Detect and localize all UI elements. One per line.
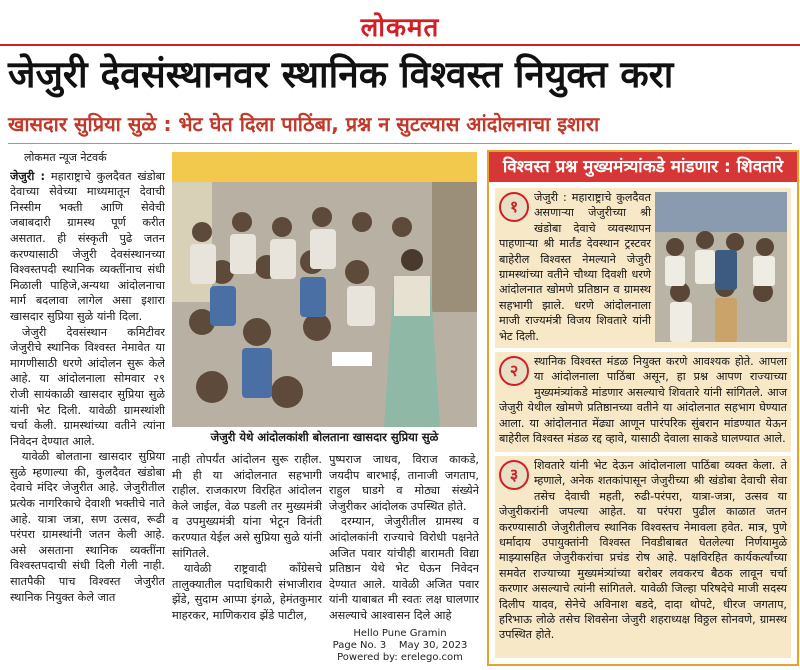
edition-name: Hello Pune Gramin (353, 628, 447, 639)
article-paragraph: जेजुरी देवसंस्थान कमिटीवर जेजुरीचे स्थानिक विश्वस्त नेमावेत या मागणीसाठी धरणे आंदोलन सुरू केले आहे. या आंदोलनाला सोमवार २९ रोजी सायंकाळी खासदार सुप्रिया सुळे यांनी भेट दिली. यावेळी ग्रामस्थांशी चर्चा केली. ग्रामस्थांच्या वतीने त्यांना निवेदन देण्यात आले. (10, 325, 165, 448)
dateline: जेजुरी : (10, 169, 45, 183)
sidebar-section-2 (495, 352, 791, 452)
article-paragraph: पुष्पराज जाधव, विराज काकडे, जयदीप बारभाई, तानाजी जगताप, राहुल घाडगे व मोठ्या संख्येने जेजुरीकर आंदोलक उपस्थित होते. (329, 453, 479, 513)
article-paragraph: यावेळी बोलताना खासदार सुप्रिया सुळे म्हणाल्या की, कुलदैवत खंडोबा देवाचे मंदिर जेजुरीत आहे. जेजुरीतील प्रत्येक नागरिकाचे देवाशी भक्तीचे नाते आहे. यात्रा जत्रा, सण उत्सव, रूढी परंपरा ग्रामस्थांनी जतन केली आहे. असे असताना स्थानिक व्यक्तींना विश्वस्तपदाची संधी दिली गेली नाही. सातपैकी पाच विश्वस्त जेजुरीत स्थानिक नियुक्त केले जात (10, 450, 165, 604)
photo-illustration (172, 152, 477, 427)
article-paragraph: नाही तोपर्यंत आंदोलन सुरू राहील. मी ही या आंदोलनात सहभागी राहील. राजकारण विरहित आंदोलन केले जाईल, वेळ पडली तर मुख्यमंत्री व उपमुख्यमंत्री यांना भेटून विनंती करण्यात येईल असे सुप्रिया सुळे यांनी सांगितले. (172, 453, 322, 560)
page-date: Page No. 3 May 30, 2023 (332, 640, 468, 651)
page-footer (0, 628, 800, 664)
sidebar-section-1 (495, 188, 791, 348)
photo-caption: जेजुरी येथे आंदोलकांशी बोलताना खासदार सुप्रिया सुळे (210, 430, 439, 444)
divider (8, 143, 792, 144)
article-paragraph: जेजुरी : महाराष्ट्राचे कुलदैवत खंडोबा देवाच्या सेवेच्या माध्यमातून देवाची निस्सीम भक्ती आणि सेवेची जबाबदारी ग्रामस्थ पूर्ण करीत असतात. ही संस्कृती पुढे जतन करण्यासाठी जेजुरी देवसंस्थानच्या विश्वस्तपदी स्थानिक व्यक्तींनाच संधी मिळाली पाहिजे,अन्यथा आंदोलनाचा मार्ग बदलावा लागेल असा इशारा खासदार सुप्रिया सुळे यांनी दिला. (10, 169, 165, 323)
sidebar-title: विश्वस्त प्रश्न मुख्यमंत्र्यांकडे मांडणार : शिवतारे (489, 152, 797, 182)
sidebar-box (487, 150, 799, 666)
article-paragraph: दरम्यान, जेजुरीतील ग्रामस्थ व आंदोलकांनी राज्याचे विरोधी पक्षनेते अजित पवार यांचीही बारामती विद्या प्रतिष्ठान येथे भेट घेऊन निवेदन देण्यात आले. यावेळी अजित पवार यांनी याबाबत मी स्वतः लक्ष घालणार असल्याचे आश्वासन दिले आहे (329, 515, 479, 622)
powered-by: Powered by: erelego.com (337, 652, 463, 663)
headline: जेजुरी देवसंस्थानवर स्थानिक विश्वस्त नियुक्त करा (8, 53, 674, 96)
article-column-2 (172, 452, 322, 624)
section-number: १ (499, 192, 529, 222)
byline: लोकमत न्यूज नेटवर्क (24, 151, 107, 164)
masthead (0, 0, 800, 46)
sidebar-photo (655, 192, 787, 342)
protest-photo (172, 152, 477, 427)
section-number: २ (499, 356, 529, 386)
article-column-1 (10, 150, 165, 620)
lokmat-logo: लोकमत (360, 13, 440, 43)
sidebar-paragraph: शिवतारे यांनी भेट देऊन आंदोलनाला पाठिंबा व्यक्त केला. ते म्हणाले, अनेक शतकांपासून जेजुरीच्या श्री खंडोबा देवाची सेवा तसेच देवाची महती, रुढी-परंपरा, यात्रा-जत्रा, उत्सव या जेजुरीकरांनी जपल्या आहेत. या परंपरा पुढील काळात जतन करण्यासाठी जेजुरीतीलच स्थानिक विश्वस्तच नेमावला हवेत. मात्र, पुणे धर्मादाय उपायुक्तांनी विश्वस्त निवडीबाबत घेतलेल्या निर्णयामुळे माझ्यासहित जेजुरीकरांचा प्रचंड रोष आहे. पक्षविरहित कार्यकर्त्यांच्या समवेत राज्याच्या मुख्यमंत्र्यांच्या बरोबर लवकरच बैठक लावून चर्चा करणार असल्याचे त्यांनी सांगितले. यावेळी जिल्हा परिषदेचे माजी सदस्य दिलीप यादव, सेनेचे अविनाश बडदे, दादा थोपटे, धीरज जगताप, हरिभाऊ लोळे तसेच शिवसेना जेजुरी शहराध्यक्ष विठ्ठल सोनवणे, ग्रामस्थ उपस्थित होते. (499, 459, 787, 642)
sidebar-paragraph: स्थानिक विश्वस्त मंडळ नियुक्त करणे आवश्यक होते. आपला या आंदोलनाला पाठिंबा असून, हा प्रश्न आपण राज्याच्या मुख्यमंत्र्यांकडे मांडणार असल्याचे शिवतारे यांनी सांगितले. आज जेजुरी येथील खोमणे प्रतिष्ठानच्या वतीने या आंदोलनात सहभाग घेण्यात आला. या आंदोलनात मेंढ्या आणून पारंपरिक सुंबरान मांडण्यात येऊन बाहेरील विश्वस्त मंडळ रद्द व्हावे, यासाठी देवाला साकडे घालण्यात आले. (499, 355, 787, 446)
article-column-3 (329, 452, 479, 624)
masthead-rule (0, 44, 800, 46)
article-paragraph: यावेळी राष्ट्रवादी काँग्रेसचे तालुक्यातील पदाधिकारी संभाजीराव झेंडे, सुदाम आप्पा इंगळे, हेमंतकुमार माहरकर, माणिकराव झेंडे पाटील, (172, 562, 322, 622)
section-number: ३ (499, 460, 529, 490)
sidebar-paragraph: जेजुरी : महाराष्ट्राचे कुलदैवत असणाऱ्या जेजुरीच्या श्री खंडोबा देवाचे व्यवस्थापन पाहणाऱ्या श्री मार्तंड देवस्थान ट्रस्टवर बाहेरील विश्वस्त नेमल्याने जेजुरी ग्रामस्थांच्या वतीने चौथ्या दिवशी धरणे आंदोलनात खोमणे प्रतिष्ठान व ग्रामस्थ सहभागी झाले. धरणे आंदोलनाला माजी राज्यमंत्री विजय शिवतारे यांनी भेट दिली. (499, 191, 651, 343)
subheadline: खासदार सुप्रिया सुळे : भेट घेत दिला पाठिंबा, प्रश्न न सुटल्यास आंदोलनाचा इशारा (8, 112, 600, 136)
